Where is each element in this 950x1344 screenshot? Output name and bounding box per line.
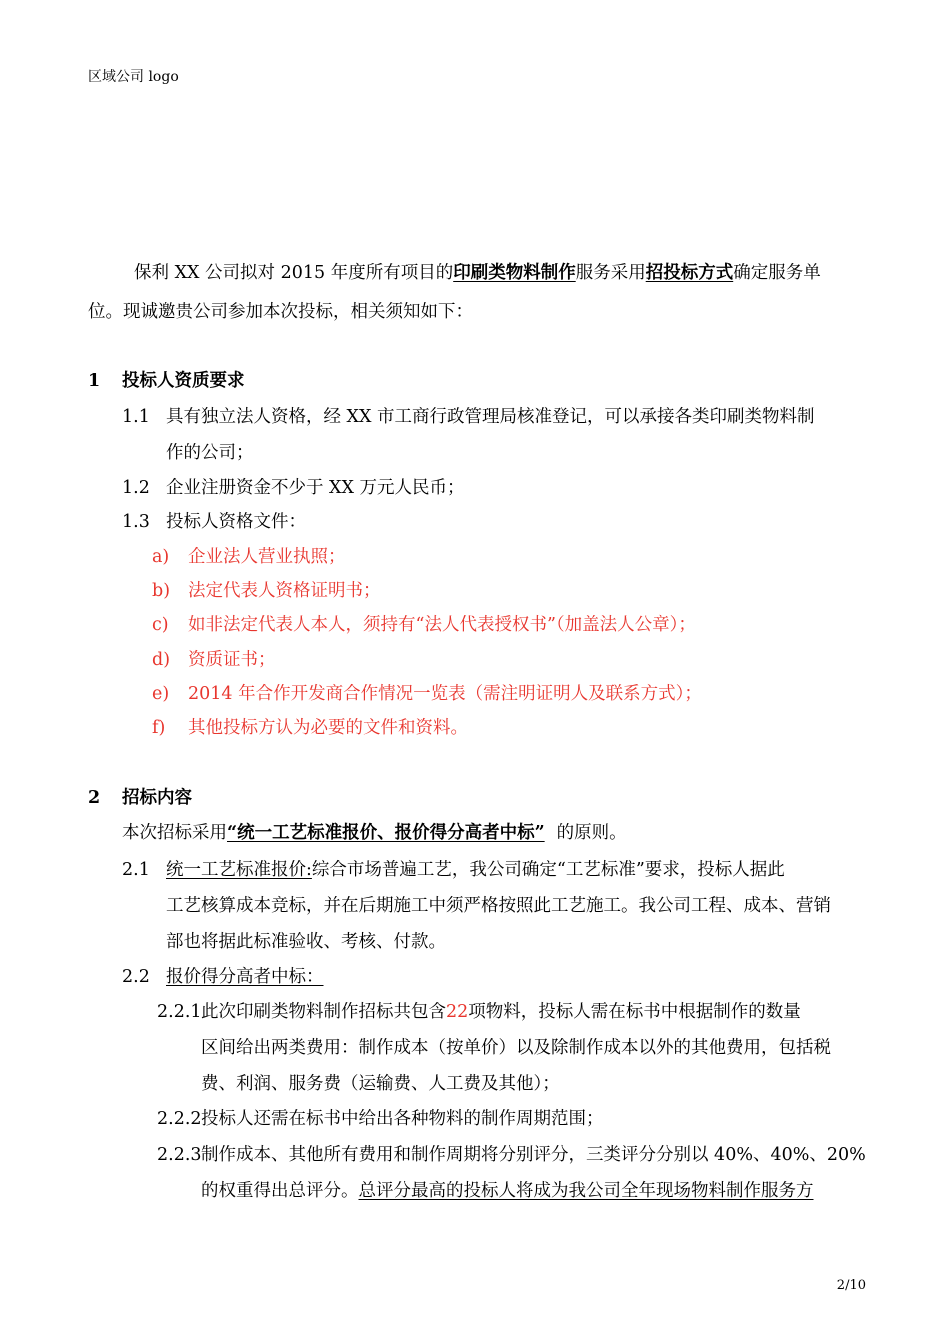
- subitem-text: 如非法定代表人本人，须持有“法人代表授权书”（加盖法人公章）；: [188, 615, 696, 635]
- intro-emphasis-bidding: 招投标方式: [645, 263, 734, 283]
- item-2-1: [122, 860, 785, 880]
- intro-text: 的原则。: [556, 823, 627, 843]
- item-number: 2.2.3: [157, 1145, 202, 1165]
- subitem-text: 其他投标方认为必要的文件和资料。: [188, 718, 468, 738]
- intro-line-2: 位。现诚邀贵公司参加本次投标，相关须知如下：: [88, 302, 473, 322]
- item-number: 1.2: [122, 478, 150, 498]
- subitem-label: b): [152, 581, 171, 601]
- intro-line-1: [134, 263, 821, 283]
- item-2-1-line-3: 部也将据此标准验收、考核、付款。: [166, 932, 446, 952]
- subitem-c: [152, 615, 696, 635]
- item-text: 制作成本、其他所有费用和制作周期将分别评分，三类评分分别以 40%、40%、20%: [201, 1145, 866, 1165]
- subitem-f: [152, 718, 468, 738]
- item-text: 的权重得出总评分。: [201, 1181, 359, 1201]
- subitem-label: e): [152, 684, 170, 704]
- item-2-2-3-line-2: [201, 1181, 814, 1201]
- item-text: 企业注册资金不少于 XX 万元人民币；: [166, 478, 465, 498]
- subitem-label: a): [152, 547, 170, 567]
- intro-text: 确定服务单: [733, 263, 821, 283]
- intro-text: 服务采用: [575, 263, 646, 283]
- intro-emphasis-printing: 印刷类物料制作: [453, 263, 576, 283]
- item-text: 投标人还需在标书中给出各种物料的制作周期范围；: [201, 1109, 604, 1129]
- subitem-text: 法定代表人资格证明书；: [188, 581, 381, 601]
- section-1-heading: [88, 371, 245, 391]
- subitem-a: [152, 547, 346, 567]
- intro-text: 本次招标采用: [122, 823, 227, 843]
- item-2-2-1-line-3: 费、利润、服务费（运输费、人工费及其他）；: [201, 1074, 560, 1094]
- subitem-label: d): [152, 650, 171, 670]
- subitem-label: c): [152, 615, 169, 635]
- item-2-2-2: [157, 1109, 604, 1129]
- item-number: 2.1: [122, 860, 150, 880]
- item-text: 项物料，投标人需在标书中根据制作的数量: [468, 1002, 801, 1022]
- page-number: 2/10: [836, 1278, 866, 1293]
- item-1-1: [122, 407, 815, 427]
- item-heading: 报价得分高者中标：: [166, 967, 324, 987]
- item-text: 综合市场普遍工艺，我公司确定“工艺标准”要求，投标人据此: [311, 860, 785, 880]
- item-1-2: [122, 478, 465, 498]
- intro-text: 保利 XX 公司拟对 2015 年度所有项目的: [134, 263, 454, 283]
- item-2-2-1-line-2: 区间给出两类费用：制作成本（按单价）以及除制作成本以外的其他费用，包括税: [201, 1038, 831, 1058]
- item-number: 2.2: [122, 967, 150, 987]
- section-2-intro: [122, 823, 627, 843]
- section-title: 招标内容: [122, 788, 192, 808]
- item-text: 投标人资格文件：: [166, 512, 306, 532]
- item-2-1-line-2: 工艺核算成本竞标，并在后期施工中须严格按照此工艺施工。我公司工程、成本、营销: [166, 896, 831, 916]
- subitem-text: 企业法人营业执照；: [188, 547, 346, 567]
- section-number: 1: [88, 371, 101, 391]
- item-emphasis: 总评分最高的投标人将成为我公司全年现场物料制作服务方: [358, 1181, 814, 1201]
- item-number: 2.2.1: [157, 1002, 202, 1022]
- item-number: 2.2.2: [157, 1109, 202, 1129]
- item-2-2: [122, 967, 324, 987]
- item-2-2-3: [157, 1145, 866, 1165]
- subitem-b: [152, 581, 381, 601]
- section-2-heading: [88, 788, 192, 808]
- item-text: 具有独立法人资格，经 XX 市工商行政管理局核准登记，可以承接各类印刷类物料制: [166, 407, 815, 427]
- section-number: 2: [88, 788, 101, 808]
- item-1-3: [122, 512, 306, 532]
- item-1-1-continued: 作的公司；: [166, 443, 254, 463]
- subitem-text: 2014 年合作开发商合作情况一览表（需注明证明人及联系方式）；: [188, 684, 702, 704]
- section-title: 投标人资质要求: [122, 371, 245, 391]
- subitem-label: f): [152, 718, 166, 738]
- subitem-e: [152, 684, 702, 704]
- item-number: 1.1: [122, 407, 150, 427]
- item-text: 此次印刷类物料制作招标共包含: [201, 1002, 446, 1022]
- company-logo-placeholder: 区域公司 logo: [88, 69, 179, 85]
- bidding-principle: “统一工艺标准报价、报价得分高者中标”: [227, 823, 545, 843]
- subitem-text: 资质证书；: [188, 650, 276, 670]
- item-2-2-1: [157, 1002, 801, 1022]
- subitem-d: [152, 650, 276, 670]
- item-number: 1.3: [122, 512, 150, 532]
- material-count: 22: [446, 1002, 469, 1022]
- item-heading: 统一工艺标准报价:: [166, 860, 312, 880]
